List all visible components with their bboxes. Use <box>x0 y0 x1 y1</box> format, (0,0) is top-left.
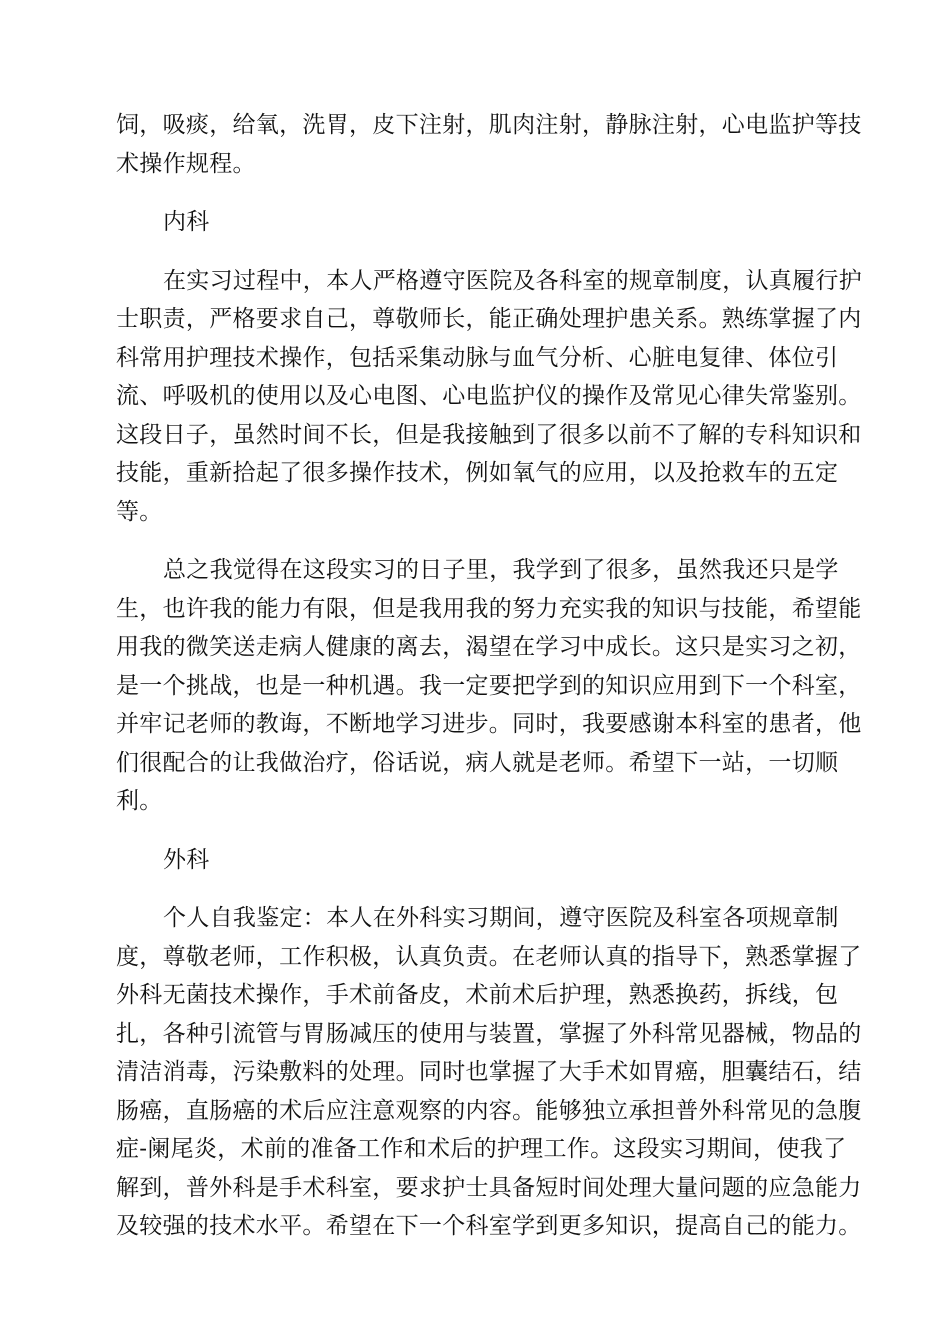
paragraph-summary <box>116 551 862 821</box>
text-line: 科常用护理技术操作，包括采集动脉与血气分析、心脏电复律、体位引 <box>116 344 839 371</box>
text-line: 流、呼吸机的使用以及心电图、心电监护仪的操作及常见心律失常鉴别。 <box>116 383 862 409</box>
text-line: 生，也许我的能力有限，但是我用我的努力充实我的知识与技能，希望能 <box>116 595 862 622</box>
text-line: 并牢记老师的教诲，不断地学习进步。同时，我要感谢本科室的患者，他 <box>116 711 862 737</box>
text-line: 清洁消毒，污染敷料的处理。同时也掌握了大手术如胃癌，胆囊结石，结 <box>116 1059 862 1085</box>
text-line: 解到，普外科是手术科室，要求护士具备短时间处理大量问题的应急能力 <box>116 1174 862 1201</box>
text-line: 外科无菌技术操作，手术前备皮，术前术后护理，熟悉换药，拆线，包 <box>116 982 839 1008</box>
text-line: 度，尊敬老师，工作积极，认真负责。在老师认真的指导下，熟悉掌握了 <box>116 943 862 970</box>
text-line: 及较强的技术水平。希望在下一个科室学到更多知识，提高自己的能力。 <box>116 1213 862 1239</box>
text-line: 个人自我鉴定：本人在外科实习期间，遵守医院及科室各项规章制 <box>163 905 839 931</box>
text-line: 技能，重新拾起了很多操作技术，例如氧气的应用，以及抢救车的五定 <box>116 460 839 486</box>
section-heading-surgery: 外科 <box>163 846 210 873</box>
text-line: 等。 <box>116 498 163 525</box>
text-line: 士职责，严格要求自己，尊敬师长，能正确处理护患关系。熟练掌握了内 <box>116 306 862 332</box>
text-line: 症-阑尾炎，术前的准备工作和术后的护理工作。这段实习期间，使我了 <box>116 1136 847 1162</box>
paragraph-internal-medicine <box>116 262 862 532</box>
text-line: 术操作规程。 <box>116 150 256 177</box>
text-line: 这段日子，虽然时间不长，但是我接触到了很多以前不了解的专科知识和 <box>116 421 862 448</box>
section-heading-internal-medicine: 内科 <box>163 209 210 235</box>
text-line: 在实习过程中，本人严格遵守医院及各科室的规章制度，认真履行护 <box>163 267 862 294</box>
text-line: 利。 <box>116 788 163 814</box>
text-line: 是一个挑战，也是一种机遇。我一定要把学到的知识应用到下一个科室， <box>116 672 862 699</box>
text-line: 用我的微笑送走病人健康的离去，渴望在学习中成长。这只是实习之初， <box>116 634 862 660</box>
text-line: 总之我觉得在这段实习的日子里，我学到了很多，虽然我还只是学 <box>163 557 839 583</box>
paragraph-surgery <box>116 899 862 1246</box>
text-line: 饲，吸痰，给氧，洗胃，皮下注射，肌肉注射，静脉注射，心电监护等技 <box>116 112 862 138</box>
document-body <box>116 106 862 1266</box>
text-line: 们很配合的让我做治疗，俗话说，病人就是老师。希望下一站，一切顺 <box>116 749 839 776</box>
text-line: 扎，各种引流管与胃肠减压的使用与装置，掌握了外科常见器械，物品的 <box>116 1020 862 1047</box>
text-line: 肠癌，直肠癌的术后应注意观察的内容。能够独立承担普外科常见的急腹 <box>116 1097 862 1124</box>
paragraph-continuation <box>116 106 862 183</box>
